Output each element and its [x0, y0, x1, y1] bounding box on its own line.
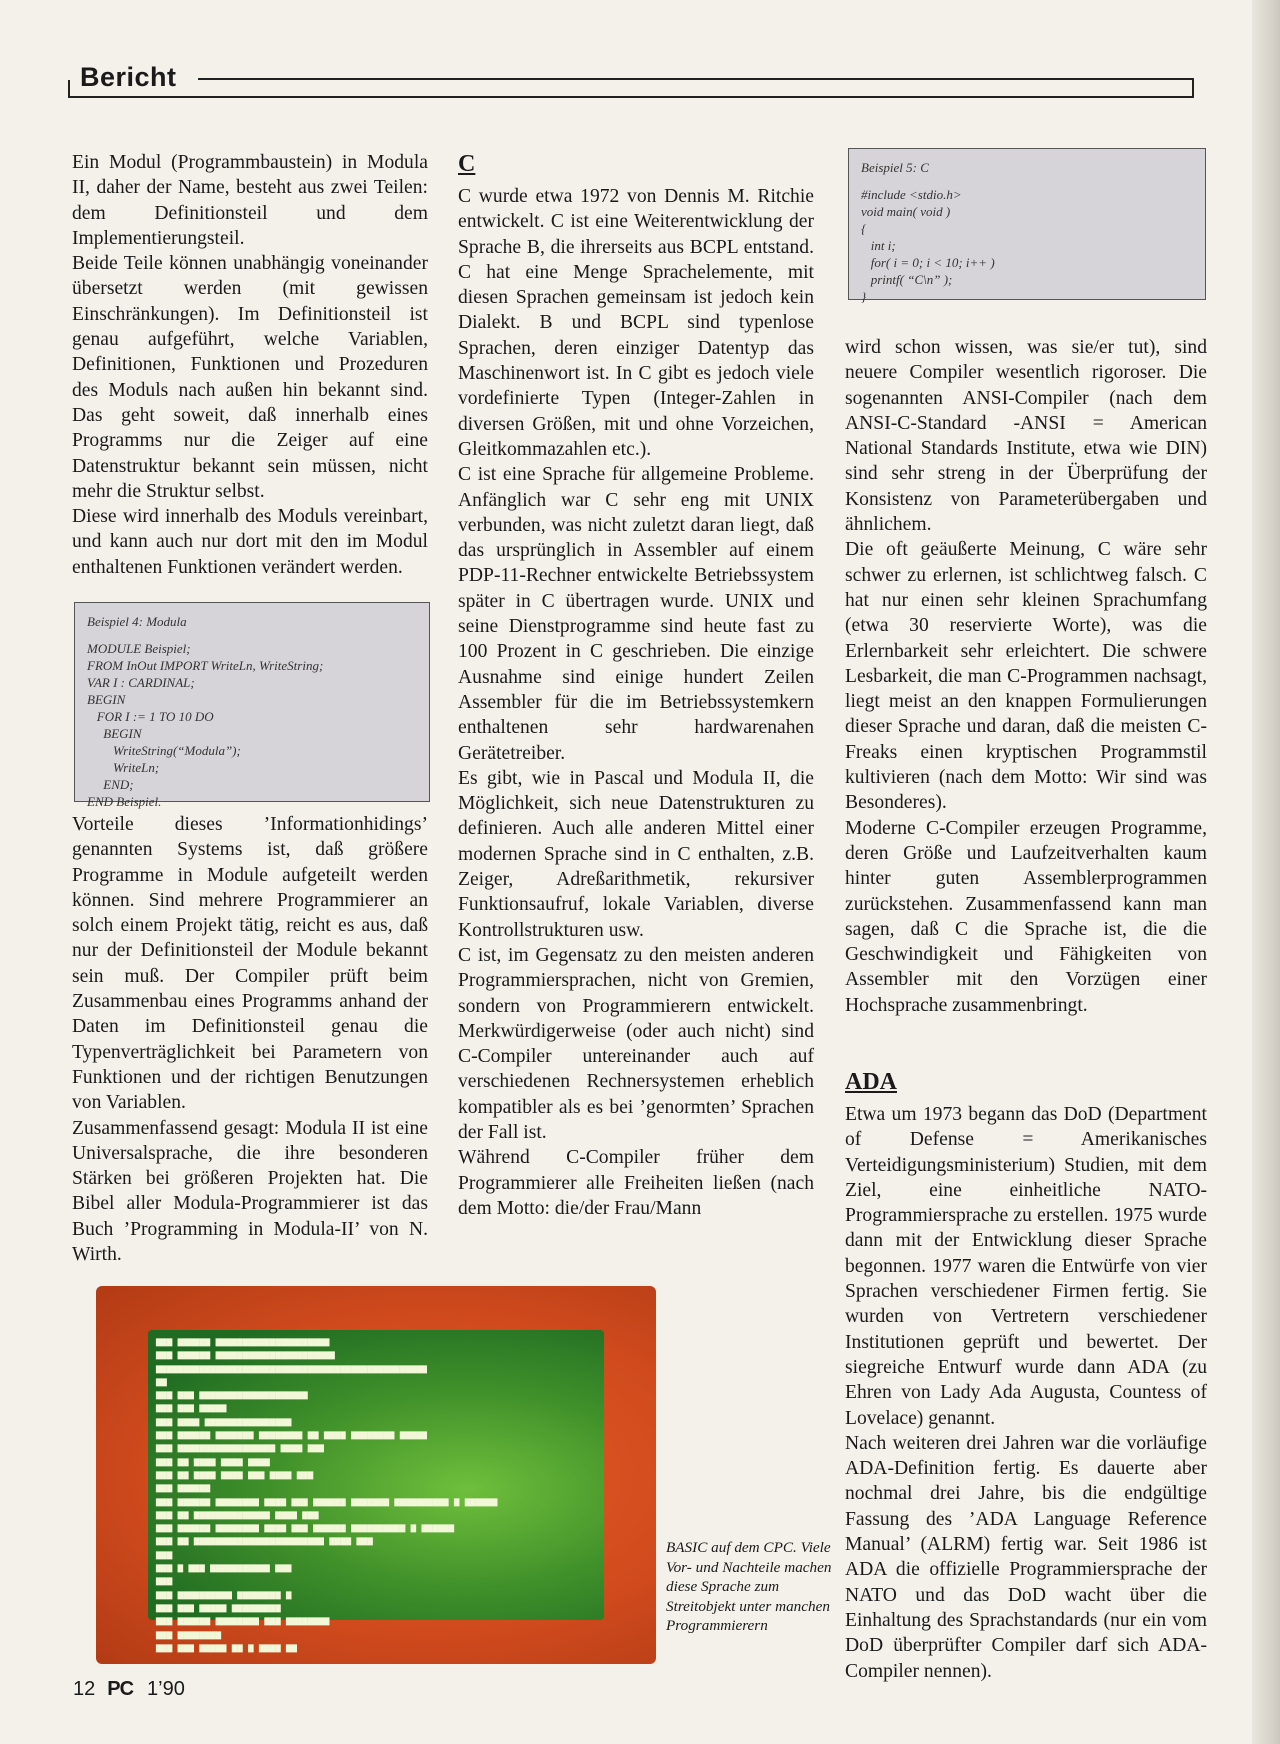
- page-number: 12: [73, 1678, 96, 1700]
- code-listing: #include <stdio.h> void main( void ) { int i; for( i = 0; i < 10; i++ ) printf( “C\n” ); }: [861, 187, 995, 304]
- code-example-modula: [74, 602, 430, 809]
- column-1-continued: [72, 812, 428, 1267]
- paragraph: Ein Modul (Programmbaustein) in Modula II, daher der Name, besteht aus zwei Teilen: dem Definitionsteil und dem Implementierungsteil.: [72, 152, 428, 249]
- section-heading-c: C: [458, 151, 476, 177]
- header-title: Bericht: [78, 62, 181, 93]
- basic-screen-photo: [96, 1286, 656, 1664]
- paragraph: Während C-Compiler früher dem Programmierer alle Freiheiten ließen (nach dem Motto: die/der Frau/Mann: [458, 1147, 814, 1219]
- photo-caption: BASIC auf dem CPC. Viele Vor- und Nachteile machen diese Sprache zum Streitobjekt unter manchen Programmierern: [666, 1539, 832, 1634]
- paragraph: Beide Teile können unabhängig voneinander übersetzt werden (mit gewissen Einschränkungen). Im Definitionsteil ist genau aufgeführt, welche Variablen, Definitionen, Funktionen und Prozeduren des Moduls nach außen hin bekannt sind. Das geht soweit, daß innerhalb eines Programms nur die Zeiger auf eine Datenstruktur bekannt sein müssen, nicht mehr die Struktur selbst.: [72, 253, 428, 502]
- column-1: [72, 150, 428, 580]
- code-example-c: [848, 148, 1206, 304]
- column-2: [458, 150, 814, 1221]
- header-rule-left: [68, 80, 70, 98]
- paragraph: wird schon wissen, was sie/er tut), sind neuere Compiler wesentlich rigoroser. Die sogenannten ANSI-Compiler (nach dem ANSI-C-Standard -ANSI = American National Standards Institute, etwa wie DIN) sind sehr streng in der Überprüfung der Konsistenz von Parameterübergaben und ähnlichem.: [845, 337, 1207, 536]
- paragraph: Moderne C-Compiler erzeugen Programme, deren Größe und Laufzeitverhalten kaum hinter guten Assemblerprogrammen zurückstehen. Zusammenfassend kann man sagen, daß C die Sprache ist, die die Geschwindigkeit und Fähigkeiten von Assembler mit den Vorzügen einer Hochsprache zusammenbringt.: [845, 817, 1207, 1016]
- issue-number: 1’90: [147, 1678, 185, 1700]
- column-3-ada: [845, 1068, 1207, 1684]
- section-header: [68, 62, 1194, 98]
- header-rule-right: [1192, 78, 1194, 98]
- code-example-title: Beispiel 4: Modula: [87, 614, 187, 629]
- paragraph: Es gibt, wie in Pascal und Modula II, die Möglichkeit, sich neue Datenstrukturen zu definieren. Auch alle anderen Mittel einer modernen Sprache sind in C enthalten, z.B. Zeiger, Adreßarithmetik, rekursiver Funktionsaufruf, lokale Variablen, diverse Kontrollstrukturen usw.: [458, 767, 814, 941]
- code-example-title: Beispiel 5: C: [861, 160, 929, 175]
- magazine-logo: PC: [107, 1678, 134, 1700]
- column-3: [845, 335, 1207, 1018]
- code-listing: MODULE Beispiel; FROM InOut IMPORT WriteLn, WriteString; VAR I : CARDINAL; BEGIN FOR I := 1 TO 10 DO BEGIN WriteString(“Modula”); WriteLn; END; END Beispiel.: [87, 641, 324, 809]
- page-footer: [73, 1678, 185, 1701]
- blurred-basic-listing: ▆▆▆ ▆▆▆▆▆▆ ▆▆▆▆▆▆▆▆▆▆▆▆▆▆▆▆▆▆▆▆▆ ▆▆▆ ▆▆▆▆▆▆ ▆▆▆▆▆▆▆▆▆▆▆▆▆▆▆▆▆▆▆▆▆▆ ▆▆▆▆▆▆▆▆▆▆▆▆▆▆▆▆▆▆▆▆▆▆▆▆▆▆▆▆▆▆▆▆▆▆▆▆▆▆▆▆▆▆▆▆▆▆▆▆▆▆ ▆▆ ▆▆▆ ▆▆▆ ▆▆▆▆▆▆▆▆▆▆▆▆▆▆▆▆▆▆▆▆ ▆▆▆ ▆▆▆ ▆▆▆▆▆ ▆▆▆ ▆▆▆▆ ▆▆▆▆▆▆▆▆▆▆▆▆▆▆▆▆ ▆▆▆ ▆▆▆▆▆▆ ▆▆▆▆▆▆▆ ▆▆▆▆▆▆▆▆ ▆▆ ▆▆▆▆ ▆▆▆▆▆▆▆▆ ▆▆▆▆▆ ▆▆▆ ▆▆▆▆▆▆▆▆▆▆▆▆▆▆▆▆▆▆ ▆▆▆▆ ▆▆▆ ▆▆▆ ▆▆ ▆▆▆▆ ▆▆▆▆ ▆▆▆▆ ▆▆▆ ▆▆ ▆▆▆▆ ▆▆▆▆ ▆▆▆ ▆▆▆▆ ▆▆▆ ▆▆▆ ▆▆▆▆▆▆ ▆▆▆ ▆▆▆▆▆▆ ▆▆▆▆▆▆▆▆ ▆▆▆▆ ▆▆▆ ▆▆▆▆▆▆ ▆▆▆▆▆▆▆ ▆▆▆▆▆▆▆▆▆▆ ▆ ▆▆▆▆▆▆ ▆▆▆ ▆▆ ▆▆▆▆▆▆▆▆▆▆▆▆▆▆ ▆▆▆▆ ▆▆▆ ▆▆▆ ▆▆▆▆▆▆ ▆▆▆▆▆▆▆▆ ▆▆▆▆ ▆▆▆ ▆▆▆▆▆▆ ▆▆▆▆▆▆▆▆▆▆ ▆ ▆▆▆▆▆▆ ▆▆▆ ▆▆ ▆▆▆▆▆▆▆▆▆▆▆▆▆▆▆▆▆▆▆▆▆▆▆▆ ▆▆▆▆ ▆▆▆ ▆▆▆ ▆▆▆ ▆ ▆▆▆ ▆▆▆▆▆▆▆▆▆▆▆ ▆▆▆ ▆▆▆ ▆▆▆ ▆▆▆▆▆▆▆▆▆▆ ▆▆▆▆▆▆▆▆ ▆ ▆▆▆ ▆▆▆ ▆▆▆▆▆ ▆▆▆▆▆▆▆▆▆ ▆▆▆ ▆▆▆▆▆▆ ▆▆▆▆▆▆▆▆ ▆▆▆ ▆▆▆▆▆▆▆▆ ▆▆▆ ▆▆▆▆▆▆▆▆ ▆▆▆ ▆▆▆ ▆▆▆▆▆ ▆▆ ▆ ▆▆▆▆ ▆▆: [156, 1337, 498, 1653]
- header-rule-bottom: [68, 96, 1194, 98]
- paragraph: Nach weiteren drei Jahren war die vorläufige ADA-Definition fertig. Es dauerte aber nochmal drei Jahre, bis die endgültige Fassung des ’ADA Language Reference Manual’ (ALRM) fertig war. Seit 1986 ist ADA die offizielle Programmiersprache der NATO und das DoD wacht über die Einhaltung des Sprachstandards (nur ein vom DoD überprüfter Compiler darf sich ADA-Compiler nennen).: [845, 1432, 1207, 1682]
- paragraph: C wurde etwa 1972 von Dennis M. Ritchie entwickelt. C ist eine Weiterentwicklung der Sprache B, die ihrerseits aus BCPL entstand. C hat eine Menge Sprachelemente, mit diesen Sprachen gemeinsam ist jedoch kein Dialekt. B und BCPL sind typenlose Sprachen, deren einziger Datentyp das Maschinenwort ist. In C gibt es jedoch viele vordefinierte Typen (Integer-Zahlen in diversen Größen, mit und ohne Vorzeichen, Gleitkommazahlen etc.).: [458, 186, 814, 460]
- paragraph: Die oft geäußerte Meinung, C wäre sehr schwer zu erlernen, ist schlichtweg falsch. C hat nur einen sehr kleinen Sprachumfang (etwa 30 reservierte Worte), was die Erlernbarkeit sehr erleichtert. Die schwere Lesbarkeit, die man C-Programmen nachsagt, liegt meist an den knappen Formulierungen dieser Sprache und daran, daß die meisten C-Freaks einen kryptischen Programmstil kultivieren (nach dem Motto: Wir sind was Besonderes).: [845, 539, 1207, 814]
- paragraph: Zusammenfassend gesagt: Modula II ist eine Universalsprache, die ihre besonderen Stärken bei größeren Projekten hat. Die Bibel aller Modula-Programmierer ist das Buch ’Programming in Modula-II’ von N. Wirth.: [72, 1117, 428, 1266]
- page-edge-shadow: [1252, 0, 1280, 1744]
- header-rule-top: [198, 78, 1194, 80]
- monitor-screen: [148, 1330, 604, 1653]
- paragraph: C ist eine Sprache für allgemeine Probleme. Anfänglich war C sehr eng mit UNIX verbunden, was nicht zuletzt daran liegt, daß das ursprünglich in Assembler auf einem PDP-11-Rechner entwickelte Betriebssystem später in C übertragen wurde. UNIX und seine Dienstprogramme sind heute fast zu 100 Prozent in C geschrieben. Die einzige Ausnahme sind einige hundert Zeilen Assembler für die im Betriebssystemkern enthaltenen sehr hardwarenahen Gerätetreiber.: [458, 464, 814, 764]
- section-heading-ada: ADA: [845, 1069, 897, 1095]
- paragraph: C ist, im Gegensatz zu den meisten anderen Programmiersprachen, nicht von Gremien, sondern von Programmierern entwickelt. Merkwürdigerweise (oder auch nicht) sind C-Compiler untereinander auch auf verschiedenen Rechnersystemen erheblich kompatibler als es bei ’genormten’ Sprachen der Fall ist.: [458, 944, 814, 1143]
- paragraph: Etwa um 1973 begann das DoD (Department of Defense = Amerikanisches Verteidigungsministerium) Studien, mit dem Ziel, eine einheitliche NATO-Programmiersprache zu erstellen. 1975 wurde dann mit der Entwicklung dieser Sprache begonnen. 1977 waren die Entwürfe von vier Sprachen verschiedener Firmen fertig. Sie wurden von Vertretern verschiedener Institutionen geprüft und bewertet. Der siegreiche Entwurf wurde dann ADA (zu Ehren von Lady Ada Augusta, Countess of Lovelace) genannt.: [845, 1104, 1207, 1429]
- paragraph: Vorteile dieses ’Informationhidings’ genannten Systems ist, daß größere Programme in Module aufgeteilt werden können. Sind mehrere Programmierer an solch einem Projekt tätig, reicht es aus, daß nur der Definitionsteil der Module bekannt sein muß. Der Compiler prüft beim Zusammenbau eines Programms anhand der Daten im Definitionsteil genau die Typenverträglichkeit bei Parametern von Funktionen und der richtigen Benutzungen von Variablen.: [72, 814, 428, 1114]
- paragraph: Diese wird innerhalb des Moduls vereinbart, und kann auch nur dort mit den im Modul enthaltenen Funktionen verändert werden.: [72, 506, 428, 578]
